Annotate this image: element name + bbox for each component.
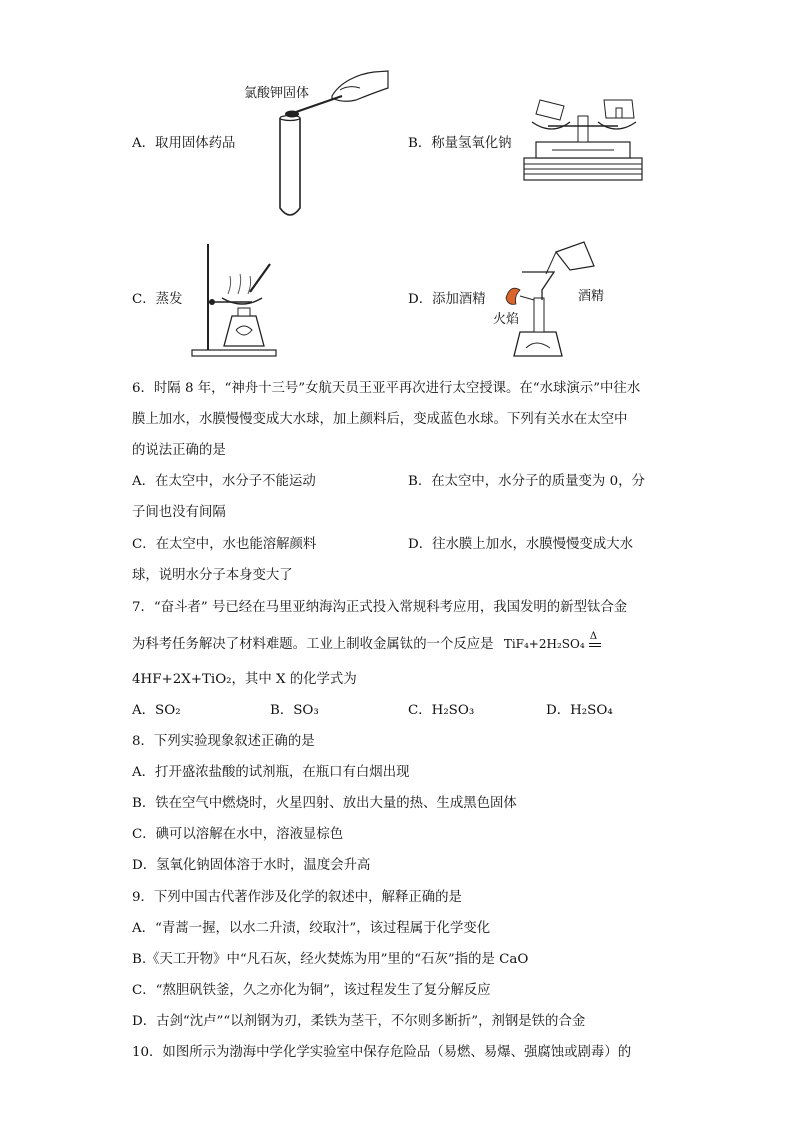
q9-option-c: C．“熬胆矾铁釜，久之亦化为铜”，该过程发生了复分解反应 [132, 983, 491, 998]
q8-option-d: D．氢氧化钠固体溶于水时，温度会升高 [132, 858, 371, 873]
q6-stem-line-2: 膜上加水，水膜慢慢变成大水球，加上颜料后，变成蓝色水球。下列有关水在太空中 [132, 412, 628, 427]
q7-reaction-left: TiF₄+2H₂SO₄ [503, 637, 585, 651]
q6-option-d-cont: 球，说明水分子本身变大了 [132, 568, 293, 583]
q7-stem-text: 为科考任务解决了材料难题。工业上制收金属钛的一个反应是 [132, 637, 494, 652]
q7-option-a: A．SO₂ [132, 703, 181, 718]
figure-b-balance [522, 96, 644, 184]
figure-a-label: 氯酸钾固体 [244, 86, 310, 101]
q8-option-c: C．碘可以溶解在水中，溶液显棕色 [132, 827, 344, 842]
q10-stem: 10．如图所示为渤海中学化学实验室中保存危险品（易燃、易爆、强腐蚀或剧毒）的 [132, 1045, 632, 1060]
q9-option-d: D．古剑“沈卢”“以剂钢为刃，柔铁为茎干，不尔则多断折”，剂钢是铁的合金 [132, 1014, 586, 1029]
figure-d-label-alcohol: 酒精 [578, 289, 605, 304]
q6-option-c: C．在太空中，水也能溶解颜料 [132, 537, 317, 552]
figure-c-evaporation [188, 236, 288, 360]
q7-equals-top [589, 643, 601, 644]
q6-stem-line-3: 的说法正确的是 [132, 443, 226, 458]
q6-option-a: A．在太空中，水分子不能运动 [132, 474, 316, 489]
q7-stem-line-1: 7．“奋斗者” 号已经在马里亚纳海沟正式投入常规科考应用，我国发明的新型钛合金 [132, 600, 628, 615]
q5-option-c: C．蒸发 [132, 292, 183, 307]
q8-option-a: A．打开盛浓盐酸的试剂瓶，在瓶口有白烟出现 [132, 765, 410, 780]
q6-option-d: D．往水膜上加水，水膜慢慢变成大水 [408, 537, 633, 552]
q9-stem: 9．下列中国古代著作涉及化学的叙述中，解释正确的是 [132, 890, 462, 905]
q7-reaction-right: 4HF+2X+TiO₂，其中 X 的化学式为 [132, 672, 357, 687]
q8-option-b: B．铁在空气中燃烧时，火星四射、放出大量的热、生成黑色固体 [132, 796, 517, 811]
q5-option-d: D．添加酒精 [408, 292, 486, 307]
q6-stem-line-1: 6．时隔 8 年，“神舟十三号”女航天员王亚平再次进行太空授课。在“水球演示”中往水 [132, 381, 641, 396]
q6-option-b: B．在太空中，水分子的质量变为 0，分 [408, 474, 645, 489]
q7-option-d: D．H₂SO₄ [546, 703, 613, 718]
q5-option-b: B．称量氢氧化钠 [408, 136, 512, 151]
q9-option-a: A．“青蒿一握，以水二升渍，绞取汁”，该过程属于化学变化 [132, 921, 491, 936]
q9-option-b: B.《天工开物》中“凡石灰，经火焚炼为用”里的“石灰”指的是 CaO [132, 952, 529, 967]
q7-equals-bottom [589, 646, 601, 647]
figure-a-test-tube [270, 68, 400, 220]
q5-option-a: A．取用固体药品 [132, 136, 236, 151]
figure-d-label-flame: 火焰 [493, 312, 520, 327]
q8-stem: 8．下列实验现象叙述正确的是 [132, 734, 315, 749]
q7-option-c: C．H₂SO₃ [408, 703, 475, 718]
q7-heat-symbol: Δ [589, 630, 598, 642]
q7-heat-arrow [589, 630, 603, 653]
q7-stem-line-2 [132, 630, 603, 655]
q6-option-b-cont: 子间也没有间隔 [132, 505, 226, 520]
q7-option-b: B．SO₃ [270, 703, 319, 718]
